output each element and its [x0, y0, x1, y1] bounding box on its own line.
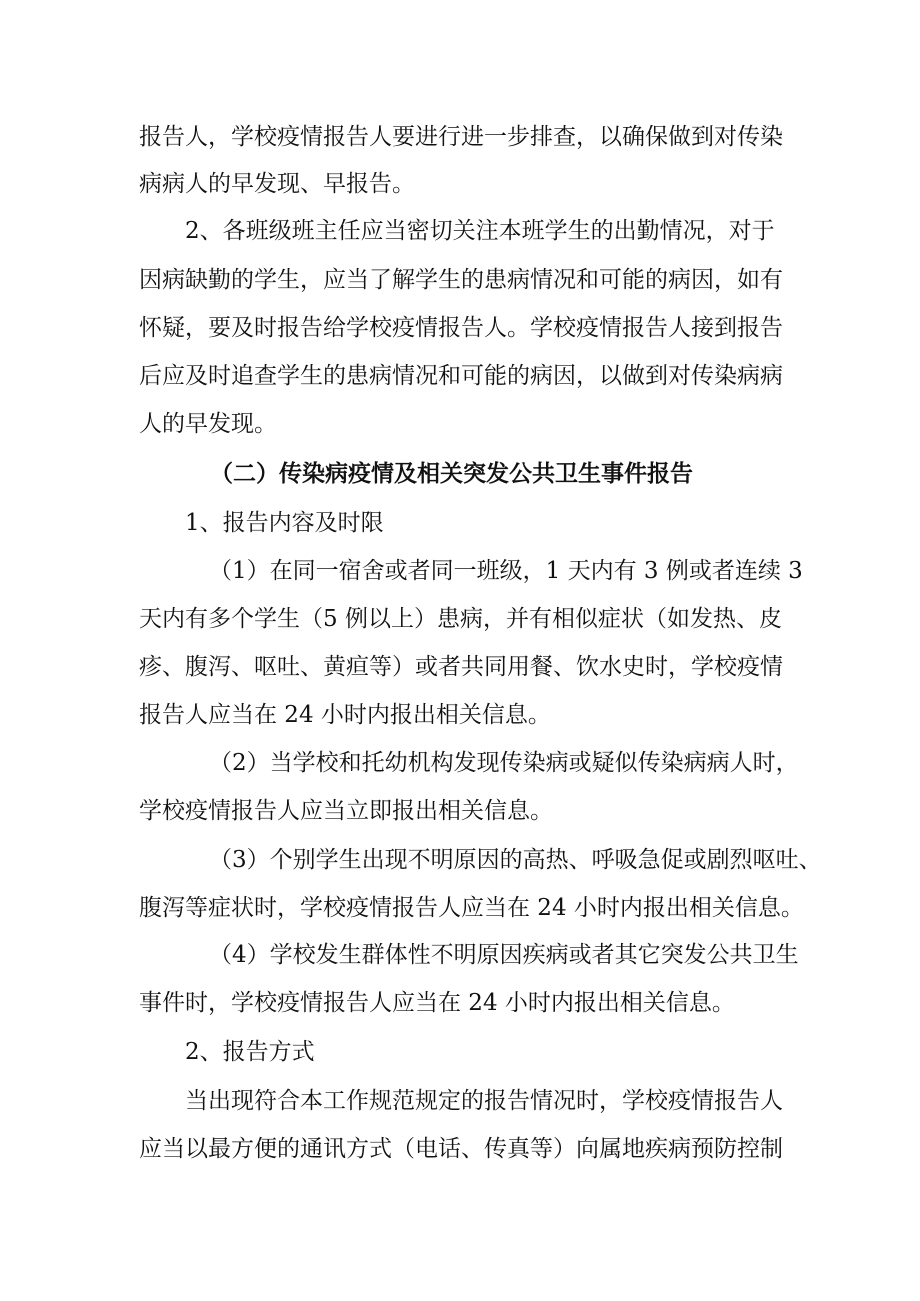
text-line: 2、各班级班主任应当密切关注本班学生的出勤情况，对于: [185, 218, 775, 244]
text-line: 因病缺勤的学生，应当了解学生的患病情况和可能的病因，如有: [139, 267, 783, 293]
text-line: 报告人应当在 24 小时内报出相关信息。: [139, 702, 551, 728]
text-line: 学校疫情报告人应当立即报出相关信息。: [139, 798, 553, 824]
text-line: 报告人，学校疫情报告人要进行进一步排查，以确保做到对传染: [139, 124, 783, 150]
text-line: 腹泻等症状时，学校疫情报告人应当在 24 小时内报出相关信息。: [139, 895, 804, 921]
text-line: 人的早发现。: [139, 411, 277, 437]
text-line: （3）个别学生出现不明原因的高热、呼吸急促或剧烈呕吐、: [209, 847, 822, 873]
text-line: 应当以最方便的通讯方式（电话、传真等）向属地疾病预防控制: [139, 1136, 783, 1162]
text-line: （4）学校发生群体性不明原因疾病或者其它突发公共卫生: [209, 942, 799, 968]
text-line: 当出现符合本工作规范规定的报告情况时，学校疫情报告人: [185, 1088, 783, 1114]
text-line: 后应及时追查学生的患病情况和可能的病因，以做到对传染病病: [139, 363, 783, 389]
text-line: 病病人的早发现、早报告。: [139, 171, 415, 197]
subsection-heading: 1、报告内容及时限: [185, 510, 384, 536]
subsection-heading: 2、报告方式: [185, 1039, 315, 1065]
text-line: 天内有多个学生（5 例以上）患病，并有相似症状（如发热、皮: [139, 606, 782, 632]
text-line: （2）当学校和托幼机构发现传染病或疑似传染病病人时，: [209, 750, 799, 776]
text-line: 疹、腹泻、呕吐、黄疸等）或者共同用餐、饮水史时，学校疫情: [139, 654, 783, 680]
text-line: 怀疑，要及时报告给学校疫情报告人。学校疫情报告人接到报告: [139, 315, 783, 341]
text-line: 事件时，学校疫情报告人应当在 24 小时内报出相关信息。: [139, 990, 735, 1016]
text-line: （1）在同一宿舍或者同一班级，1 天内有 3 例或者连续 3: [209, 558, 803, 584]
section-heading: （二）传染病疫情及相关突发公共卫生事件报告: [210, 460, 693, 487]
